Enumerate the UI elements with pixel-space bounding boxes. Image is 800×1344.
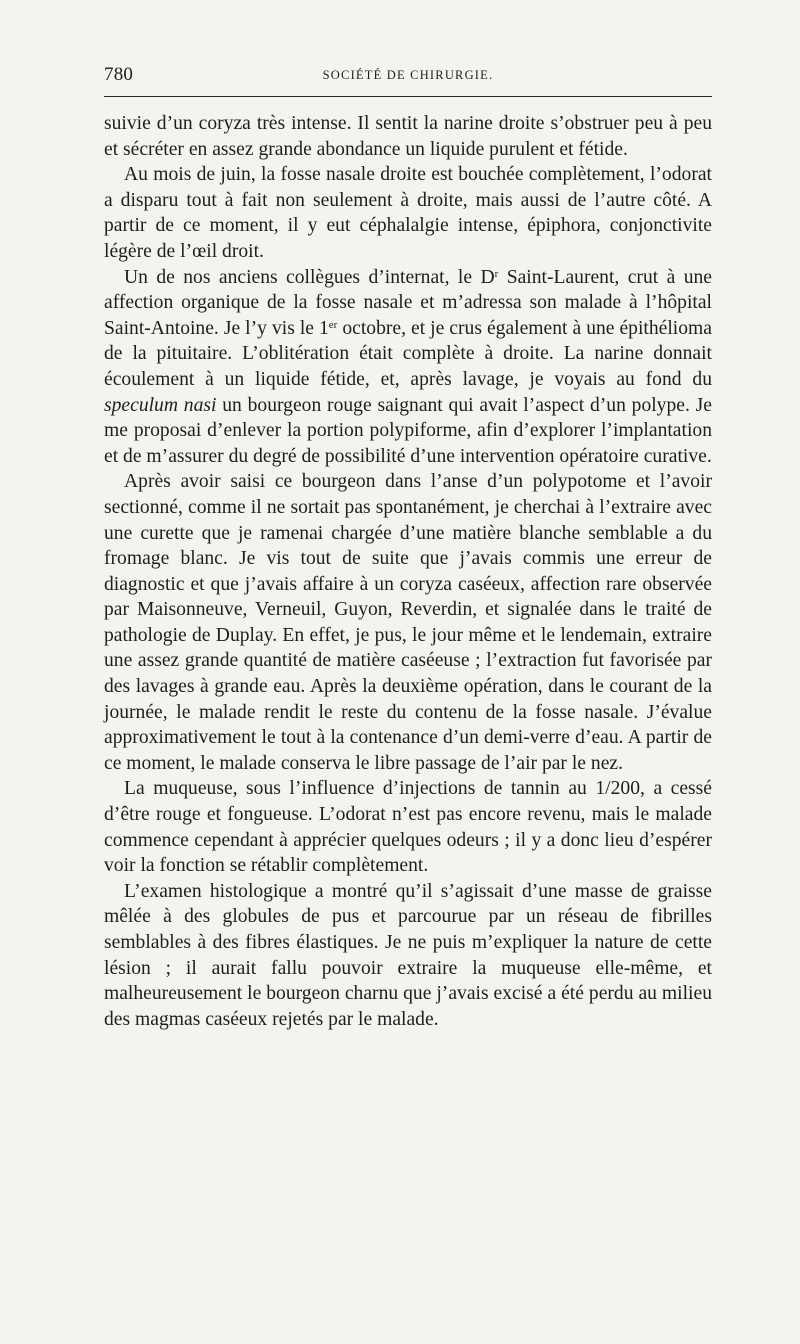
paragraph-5: La muqueuse, sous l’influence d’injections de tannin au 1/200, a cessé d’être rouge et fongueuse. L’odorat n’est pas encore revenu, mais le malade commence cependant à apprécier quelques odeurs ; il y a donc lieu d’espérer voir la fonction se rétablir complètement. bbox=[104, 778, 712, 877]
paragraph-3 bbox=[104, 265, 712, 470]
header-rule bbox=[104, 96, 712, 97]
running-head bbox=[104, 58, 712, 94]
latin-term: speculum nasi bbox=[104, 394, 217, 416]
paragraph-3-text-3: octobre, et je crus également à une épithélioma de la pituitaire. L’oblitération était complète à droite. La narine donnait écoulement à un liquide fétide, et, après lavage, je voyais au fond du bbox=[104, 317, 712, 390]
page-number: 780 bbox=[104, 64, 134, 85]
paragraph-3-text-1: Un de nos anciens collègues d’internat, le D bbox=[124, 266, 495, 288]
doctor-abbrev-superscript: r bbox=[494, 267, 499, 280]
paragraph-2: Au mois de juin, la fosse nasale droite est bouchée complètement, l’odorat a disparu tout à fait non seulement à droite, mais aussi de l’autre côté. A partir de ce moment, il y eut céphalalgie intense, épiphora, conjonctivite légère de l’œil droit. bbox=[104, 164, 712, 262]
paragraph-4: Après avoir saisi ce bourgeon dans l’anse d’un polypotome et l’avoir sectionné, comme il ne sortait pas spontanément, je cherchai à l’extraire avec une curette que je ramenai chargée d’une matière blanche semblable a du fromage blanc. Je vis tout de suite que j’avais commis une erreur de diagnostic et que j’avais affaire à un coryza caséeux, affection rare observée par Maisonneuve, Verneuil, Guyon, Reverdin, et signalée dans le traité de pathologie de Duplay. En effet, je pus, le jour même et le lendemain, extraire une assez grande quantité de matière caséeuse ; l’extraction fut favorisée par des lavages à grande eau. Après la deuxième opération, dans le courant de la journée, le malade rendit le reste du contenu de la fosse nasale. J’évalue approximativement le tout à la contenance d’un demi-verre d’eau. A partir de ce moment, le malade conserva le libre passage de l’air par le nez. bbox=[104, 471, 712, 774]
paragraph-1: suivie d’un coryza très intense. Il sentit la narine droite s’obstruer peu à peu et sécréter en assez grande abondance un liquide purulent et fétide. bbox=[104, 113, 712, 160]
paragraph-3-text-2: Saint-Laurent, crut à une affection organique de la fosse nasale et m’adressa son malade à l’hôpital Saint-Antoine. Je l’y vis le 1 bbox=[104, 266, 712, 339]
paragraph-3-text-4: un bourgeon rouge saignant qui avait l’aspect d’un polype. Je me proposai d’enlever la portion polypiforme, afin d’explorer l’implantation et de m’assurer du degré de possibilité d’une intervention opératoire curative. bbox=[104, 394, 712, 467]
body-text bbox=[104, 111, 712, 1032]
paragraph-6: L’examen histologique a montré qu’il s’agissait d’une masse de graisse mêlée à des globules de pus et parcourue par un réseau de fibrilles semblables à des fibres élastiques. Je ne puis m’expliquer la nature de cette lésion ; il aurait fallu pouvoir extraire la muqueuse elle-même, et malheureusement le bourgeon charnu que j’avais excisé a été perdu au milieu des magmas caséeux rejetés par le malade. bbox=[104, 880, 712, 1030]
ordinal-superscript: er bbox=[328, 318, 338, 331]
running-title: SOCIÉTÉ DE CHIRURGIE. bbox=[322, 68, 494, 82]
book-page bbox=[104, 58, 712, 1032]
